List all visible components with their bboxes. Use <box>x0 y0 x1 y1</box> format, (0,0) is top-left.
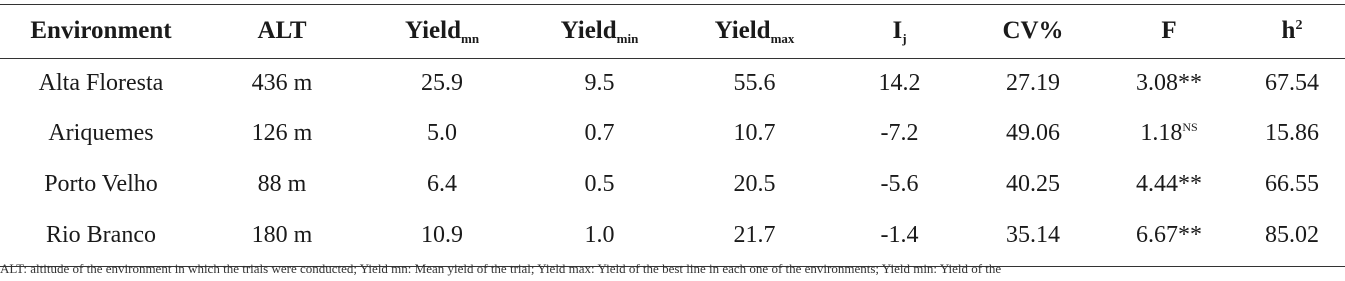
cell-yield-min: 9.5 <box>584 69 615 96</box>
table-row <box>0 58 1345 108</box>
header-ij: $I_j$ <box>892 17 907 46</box>
cell-h2: 85.02 <box>1265 222 1319 248</box>
table-footnote: ALT: altitude of the environment in which the trials were conducted; Yield mn: Mean yield of the trial; Yield max: Yield of the best line in each one of the environments; Yield min: Yield of the <box>0 261 1002 276</box>
table-row <box>0 108 1345 159</box>
cell-cv: 35.14 <box>1006 222 1060 248</box>
cell-cv: 49.06 <box>1006 120 1060 146</box>
header-yield-max: Yield$_{max}$ <box>714 17 795 46</box>
header-yield-min: Yield$_{min}$ <box>560 17 639 46</box>
cell-environment: Ariquemes <box>48 120 154 146</box>
cell-cv: 40.25 <box>1006 171 1060 197</box>
cell-yield-max: 10.7 <box>733 120 776 146</box>
cell-f: $1.18^{NS}$ <box>1140 120 1198 146</box>
header-environment: Environment <box>30 17 172 44</box>
cell-yield-max: 20.5 <box>733 171 776 197</box>
cell-ij: -7.2 <box>880 120 919 146</box>
cell-f: 4.44** <box>1136 171 1202 197</box>
results-table <box>0 4 1345 261</box>
cell-h2: 67.54 <box>1265 69 1319 96</box>
cell-alt: 436 m <box>251 69 313 96</box>
cell-ij: -5.6 <box>880 171 919 197</box>
cell-yield-max: 21.7 <box>733 222 776 248</box>
cell-yield-mn: 5.0 <box>427 120 457 146</box>
header-alt: ALT <box>257 17 307 44</box>
header-h2: $h^2$ <box>1281 17 1303 44</box>
cell-h2: 15.86 <box>1265 120 1319 146</box>
cell-f: 3.08** <box>1136 69 1202 96</box>
cell-yield-mn: 25.9 <box>421 69 463 96</box>
table-row <box>0 210 1345 261</box>
table-row <box>0 159 1345 210</box>
cell-f: 6.67** <box>1136 222 1202 248</box>
cell-ij: 14.2 <box>878 69 921 96</box>
cell-yield-min: 0.5 <box>584 171 615 197</box>
cell-alt: 180 m <box>251 222 313 248</box>
cell-alt: 126 m <box>251 120 313 146</box>
cell-environment: Porto Velho <box>44 171 158 197</box>
cell-environment: Rio Branco <box>46 222 156 248</box>
cell-h2: 66.55 <box>1265 171 1319 197</box>
cell-environment: Alta Floresta <box>38 69 164 96</box>
header-f: F <box>1161 17 1177 44</box>
cell-yield-min: 1.0 <box>584 222 615 248</box>
header-row <box>0 4 1345 58</box>
cell-ij: -1.4 <box>880 222 919 248</box>
cell-yield-mn: 10.9 <box>421 222 463 248</box>
cell-yield-min: 0.7 <box>584 120 615 146</box>
cell-yield-mn: 6.4 <box>427 171 457 197</box>
header-yield-mn: Yield$_{mn}$ <box>404 17 480 46</box>
cell-yield-max: 55.6 <box>733 69 776 96</box>
cell-cv: 27.19 <box>1006 69 1060 96</box>
cell-alt: 88 m <box>257 171 307 197</box>
header-cv: CV% <box>1002 17 1064 44</box>
